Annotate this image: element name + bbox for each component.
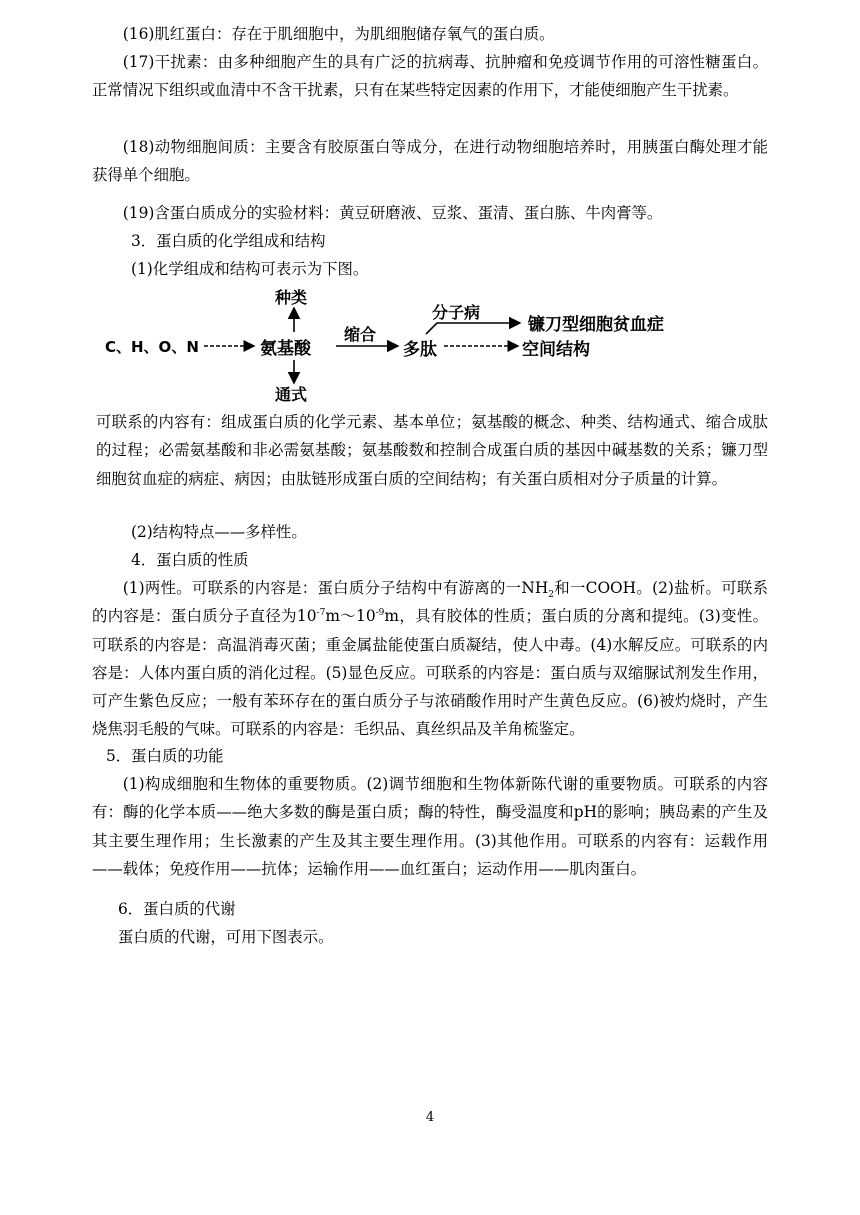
diagram-kinds: 种类 (275, 288, 308, 307)
item-18: (18)动物细胞间质：主要含有胶原蛋白等成分，在进行动物细胞培养时，用胰蛋白酶处理才能获得单个细胞。 (92, 138, 768, 185)
section-3-contact: 可联系的内容有：组成蛋白质的化学元素、基本单位；氨基酸的概念、种类、结构通式、缩合成肽的过程；必需氨基酸和非必需氨基酸；氨基酸数和控制合成蛋白质的基因中碱基数的关系；镰刀型细胞贫血症的病症、病因；由肽链形成蛋白质的空间结构；有关蛋白质相对分子质量的计算。 (96, 413, 768, 488)
composition-diagram (92, 282, 768, 406)
item-19: (19)含蛋白质成分的实验材料：黄豆研磨液、豆浆、蛋清、蛋白胨、牛肉膏等。 (122, 204, 663, 222)
section-4-subscript: 2 (548, 590, 554, 601)
section-4-body (92, 574, 768, 744)
diagram-condense: 缩合 (344, 325, 377, 344)
section-4-exponent-2: -9 (375, 608, 385, 619)
section-5-body: (1)构成细胞和生物体的重要物质。(2)调节细胞和生物体新陈代谢的重要物质。可联系的内容有：酶的化学本质——绝大多数的酶是蛋白质；酶的特性，酶受温度和pH的影响；胰岛素的产生及其主要生理作用；生长激素的产生及其主要生理作用。(3)其他作用。可联系的内容有：运载作用——载体；免疫作用——抗体；运输作用——血红蛋白；运动作用——肌肉蛋白。 (92, 775, 768, 878)
diagram-disease: 镰刀型细胞贫血症 (528, 315, 664, 335)
section-3-heading: 3．蛋白质的化学组成和结构 (131, 232, 326, 250)
section-5-heading: 5．蛋白质的功能 (106, 747, 224, 765)
section-4-text-b: 和一COOH。(2)盐析。可联系的内容是：蛋白质分子直径为10 (92, 579, 769, 626)
diagram-peptide: 多肽 (403, 340, 437, 360)
diagram-formula: 通式 (275, 385, 308, 404)
section-4-text-a: (1)两性。可联系的内容是：蛋白质分子结构中有游离的一NH (122, 579, 549, 597)
diagram-elements: C、H、O、N (105, 338, 199, 356)
item-17: (17)干扰素：由多种细胞产生的具有广泛的抗病毒、抗肿瘤和免疫调节作用的可溶性糖蛋白。正常情况下组织或血清中不含干扰素，只有在某些特定因素的作用下，才能使细胞产生干扰素。 (92, 53, 768, 100)
diagram-amino-acid: 氨基酸 (260, 339, 311, 359)
section-4-text-c: m，具有胶体的性质；蛋白质的分离和提纯。(3)变性。可联系的内容是：高温消毒灭菌；重金属盐能使蛋白质凝结，使人中毒。(4)水解反应。可联系的内容是：人体内蛋白质的消化过程。(5)显色反应。可联系的内容是：蛋白质与双缩脲试剂发生作用，可产生紫色反应；一般有苯环存在的蛋白质分子与浓硝酸作用时产生黄色反应。(6)被灼烧时，产生烧焦羽毛般的气味。可联系的内容是：毛织品、真丝织品及羊角梳鉴定。 (92, 607, 768, 739)
section-6-body: 蛋白质的代谢，可用下图表示。 (118, 928, 334, 946)
diagram-disease-label: 分子病 (432, 303, 481, 322)
item-16: (16)肌红蛋白：存在于肌细胞中，为肌细胞储存氧气的蛋白质。 (122, 25, 555, 43)
diagram-spatial: 空间结构 (522, 340, 590, 360)
page-number: 4 (425, 1110, 435, 1125)
section-4-heading: 4．蛋白质的性质 (131, 551, 249, 569)
section-4-exponent-1: -7 (316, 608, 326, 619)
arrow-disease (426, 323, 520, 334)
section-3-sub-2: (2)结构特点——多样性。 (131, 523, 307, 541)
section-6-heading: 6．蛋白质的代谢 (118, 900, 236, 918)
section-4-text-unit: m～10 (325, 607, 376, 626)
section-3-sub-1: (1)化学组成和结构可表示为下图。 (131, 260, 369, 278)
